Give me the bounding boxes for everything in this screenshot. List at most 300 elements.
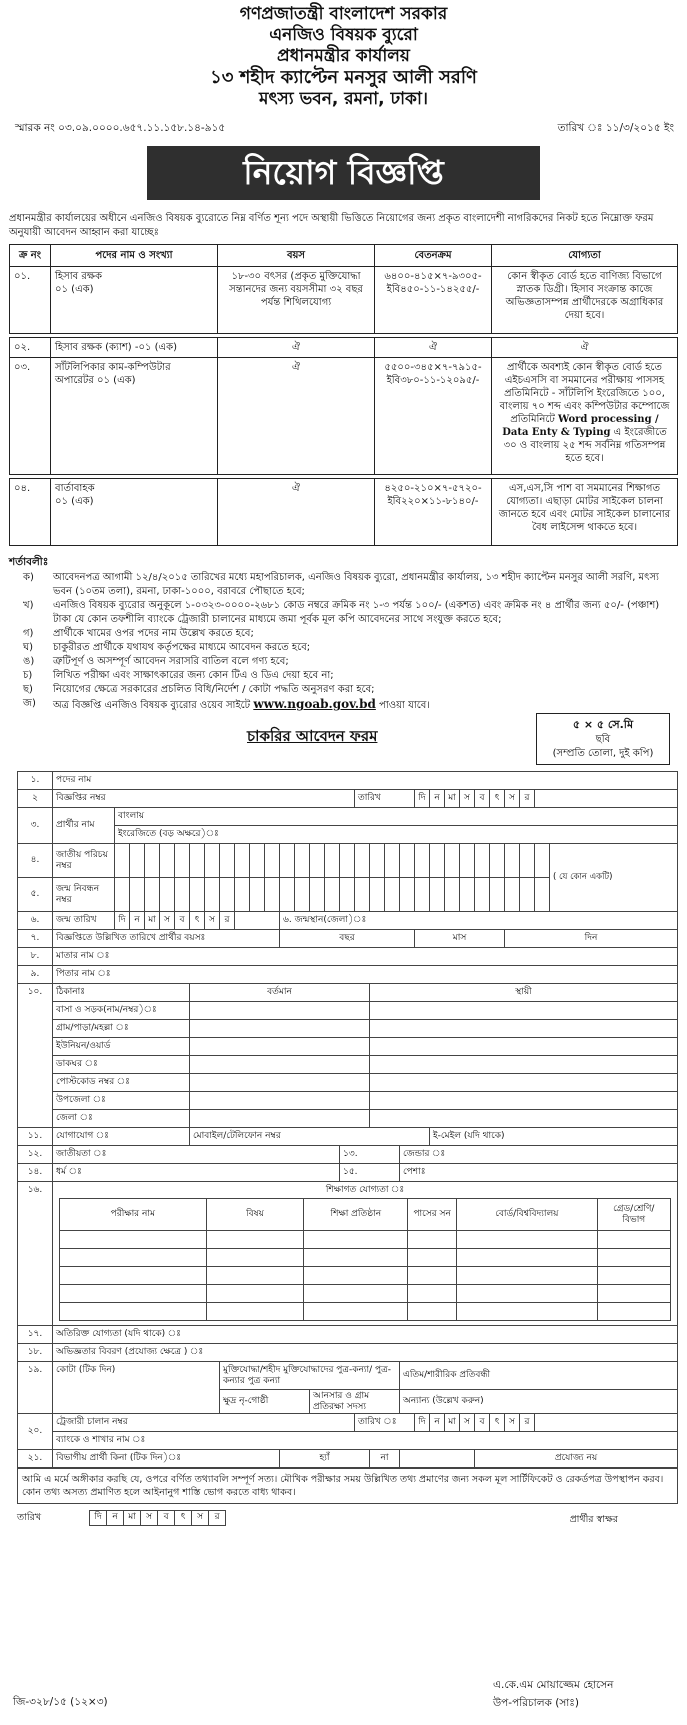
condition-text: আবেদনপত্র আগামী ১২/৪/২০১৫ তারিখের মধ্যে মহাপরিচালক, এনজিও বিষয়ক ব্যুরো, প্রধানমন্ত্রীর কার্যালয়, ১৩ শহীদ ক্যাপ্টেন মনসুর আলী সরণি, মৎস্য ভবন (১০তম তলা), রমনা, ঢাকা-১০০০, বরাবরে পৌছাতে হবে;: [53, 572, 659, 598]
qualification-english: Word processing / Data Enty & Typing: [502, 413, 659, 438]
row-number: ২০.: [18, 1414, 53, 1450]
address-field-label: ইউনিয়ন/ওয়ার্ড: [53, 1038, 190, 1056]
memo-line: [15, 122, 674, 136]
experience-field[interactable]: অভিজ্ঞতার বিবরণ (প্রযোজ্য ক্ষেত্রে ) ঃ: [53, 1344, 678, 1362]
condition-text-lead: অত্র বিজ্ঞপ্তি এনজিও বিষয়ক ব্যুরোর ওয়েব সাইটে: [53, 700, 251, 712]
form-row-contact: [18, 1128, 678, 1146]
row-number: ১৮.: [18, 1344, 53, 1362]
sign-date-box[interactable]: ৎ: [175, 1511, 192, 1526]
present-address-input[interactable]: [190, 1074, 370, 1092]
form-row-name-bn: [18, 808, 678, 826]
qualification: [492, 357, 678, 474]
form-row-extra: [18, 1326, 678, 1344]
notice-page: [9, 0, 678, 1709]
birth-reg-digit-box[interactable]: [415, 878, 430, 912]
edu-col-grade: গ্রেড/শ্রেণি/ বিভাগ: [597, 1199, 670, 1231]
condition-key: ঘ): [23, 642, 34, 654]
photo-size: ৫ × ৫ সে.মি: [572, 718, 634, 732]
dob-box[interactable]: ন: [130, 912, 145, 930]
birth-reg-digit-box[interactable]: [340, 878, 355, 912]
row-number: ৯.: [18, 966, 53, 984]
header-line-5: মৎস্য ভবন, রমনা, ঢাকা।: [259, 89, 428, 109]
challan-date-box[interactable]: দি: [415, 1414, 430, 1432]
form-row-name-en: [18, 826, 678, 844]
birth-reg-digit-box[interactable]: [460, 878, 475, 912]
row-number: ১৯.: [18, 1362, 53, 1414]
quota-orphan-disabled[interactable]: এতিম/শারীরিক প্রতিবন্ধী: [400, 1362, 678, 1390]
edu-col-board: বোর্ড/বিশ্ববিদ্যালয়: [457, 1199, 598, 1231]
quota-label: কোটা (টিক দিন): [53, 1362, 220, 1414]
sign-date-boxes: [89, 1510, 226, 1526]
col-age: বয়স: [218, 244, 375, 266]
serial: ০২.: [10, 337, 51, 357]
challan-date-box[interactable]: র: [520, 1414, 535, 1432]
sign-date-box[interactable]: ব: [158, 1511, 175, 1526]
qualification: ঐ: [492, 337, 678, 357]
form-row-challan: [18, 1414, 678, 1432]
row-number-15: ১৫.: [340, 1164, 400, 1182]
birth-reg-digit-box[interactable]: [250, 878, 265, 912]
row-number: ১৪.: [18, 1164, 53, 1182]
dob-box[interactable]: স: [160, 912, 175, 930]
serial: ০১.: [10, 266, 51, 333]
quota-ansar[interactable]: আনসার ও গ্রাম প্রতিরক্ষা সদস্য: [310, 1390, 400, 1414]
birth-reg-digit-box[interactable]: [205, 878, 220, 912]
education-row: [60, 1267, 671, 1285]
education-table: [59, 1198, 671, 1321]
vacancy-row: [10, 337, 678, 357]
address-field-label: পোস্টকোড নম্বর ঃ: [53, 1074, 190, 1092]
departmental-na[interactable]: প্রযোজ্য নয়: [475, 1450, 678, 1468]
qualification-text: প্রার্থীকে অবশ্যই কোন স্বীকৃত বোর্ড হতে এইচএসসি বা সমমানের পরীক্ষায় পাসসহ প্রতিমিনিটে - সাঁটলিপি ইংরেজিতে ১০০, বাংলায় ৭০ শব্দ এবং কম্পিউটার কম্পোজে প্রতিমিনিটে: [499, 361, 670, 425]
pay-scale: ঐ: [375, 337, 492, 357]
signatory-title: উপ-পরিচালক (সাঃ): [493, 1697, 579, 1709]
intro-text: প্রধানমন্ত্রীর কার্যালয়ের অধীনে এনজিও বিষয়ক ব্যুরোতে নিম্ন বর্ণিত শূন্য পদে অস্থায়ী ভিত্তিতে নিয়োগের জন্য প্রকৃত বাংলাদেশী নাগরিকদের নিকট হতে নিম্নোক্ত ফরম অনুযায়ী আবেদন আহ্বান করা যাচ্ছেঃ: [9, 212, 654, 238]
dob-box[interactable]: মা: [145, 912, 160, 930]
birth-reg-digit-box[interactable]: [265, 878, 280, 912]
present-address-input[interactable]: [190, 1056, 370, 1074]
quota-other[interactable]: অন্যান্য (উল্লেখ করুন): [400, 1390, 678, 1414]
footer-reference: জি-৩২৮/১৫ (১২×৩): [13, 1696, 108, 1708]
edu-col-institute: শিক্ষা প্রতিষ্ঠান: [304, 1199, 408, 1231]
photo-box: [536, 713, 670, 765]
date-box[interactable]: ৎ: [490, 790, 505, 808]
condition-key: গ): [23, 628, 34, 640]
photo-label: ছবি: [595, 734, 611, 746]
nid-digit-box[interactable]: [490, 844, 505, 878]
nid-digit-box[interactable]: [370, 844, 385, 878]
form-row-departmental: [18, 1450, 678, 1468]
post: হিসাব রক্ষক ০১ (এক): [51, 266, 218, 333]
post: বার্তাবাহক ০১ (এক): [51, 478, 218, 545]
row-number: ৫.: [18, 878, 53, 912]
address-row: [18, 1110, 678, 1128]
birth-reg-digit-box[interactable]: [310, 878, 325, 912]
challan-date-box[interactable]: স: [505, 1414, 520, 1432]
condition-text: এনজিও বিষয়ক ব্যুরোর অনুকূলে ১-০৩২৩-০০০০-২৬৮১ কোড নম্বরে ক্রমিক নং ১-৩ পর্যন্ত ১০০/- (একশত) এবং ক্রমিক নং ৪ প্রার্থীর জন্য ৫০/- (পঞ্চাশ) টাকা যে কোন তফশীলি ব্যাংকে ট্রেজারী চালানের মাধ্যমে জমা পূর্বক মূল কপি আবেদনের সাথে সংযুক্ত করতে হবে;: [53, 600, 660, 626]
permanent-address-input[interactable]: [370, 1110, 678, 1128]
condition-text-tail: পাওয়া যাবে।: [379, 700, 430, 712]
contact-label: যোগাযোগ ঃ: [53, 1128, 190, 1146]
birth-reg-digit-box[interactable]: [175, 878, 190, 912]
departmental-yes[interactable]: হ্যাঁ: [280, 1450, 370, 1468]
nid-digit-box[interactable]: [280, 844, 295, 878]
email-field[interactable]: ই-মেইল (যদি থাকে): [430, 1128, 678, 1146]
notice-number-field[interactable]: বিজ্ঞপ্তির নম্বর: [53, 790, 355, 808]
header-line-2: এনজিও বিষয়ক ব্যুরো: [269, 25, 418, 45]
education-row: [60, 1249, 671, 1267]
form-row-age: [18, 930, 678, 948]
col-serial: ক্র নং: [10, 244, 51, 266]
row-number: ৩.: [18, 808, 53, 844]
qualification: এস,এস,সি পাশ বা সমমানের শিক্ষাগত যোগ্যতা। এছাড়া মোটর সাইকেল চালনা জানতে হবে এবং মোটর সাইকেল চালানোর বৈধ লাইসেন্স থাকতে হবে।: [492, 478, 678, 545]
departmental-label: বিভাগীয় প্রার্থী কিনা (টিক দিন)ঃ: [53, 1450, 280, 1468]
form-row-dob: [18, 912, 678, 930]
form-row-father: [18, 966, 678, 984]
present-address-input[interactable]: [190, 1038, 370, 1056]
qualification-tail: এ ইংরেজীতে ৩০ ও বাংলায় ২৫ শব্দ সর্বনিম্ন গতিসম্পন্ন হতে হবে।: [503, 426, 667, 464]
education-row: [60, 1231, 671, 1249]
mother-name-field[interactable]: মাতার নাম ঃ: [53, 948, 678, 966]
phone-field[interactable]: মোবাইল/টেলিফোন নম্বর: [190, 1128, 430, 1146]
sign-date-box[interactable]: ন: [107, 1511, 124, 1526]
vacancy-row: [10, 357, 678, 474]
nationality-field[interactable]: জাতীয়তা ঃ: [53, 1146, 340, 1164]
photo-note: (সম্প্রতি তোলা, দুই কপি): [552, 748, 654, 760]
row-number: ১৭.: [18, 1326, 53, 1344]
name-bangla-field[interactable]: বাংলায়: [115, 808, 678, 826]
pay-scale: ৪২৫০-২১০×৭-৫৭২০-ইবি২২০×১১-৮১৪০/-: [375, 478, 492, 545]
signatory: [493, 1676, 613, 1712]
address-row: [18, 1092, 678, 1110]
date-box[interactable]: মা: [445, 790, 460, 808]
date-box[interactable]: ন: [430, 790, 445, 808]
edu-col-year: পাসের সন: [408, 1199, 457, 1231]
post: সাঁটলিপিকার কাম-কম্পিউটার অপারেটর ০১ (এক): [51, 357, 218, 474]
birth-reg-digit-box[interactable]: [520, 878, 535, 912]
birth-reg-digit-box[interactable]: [220, 878, 235, 912]
sign-date-box[interactable]: স: [192, 1511, 209, 1526]
nid-digit-box[interactable]: [235, 844, 250, 878]
sign-date: [17, 1510, 226, 1526]
nid-digit-box[interactable]: [175, 844, 190, 878]
nid-digit-box[interactable]: [385, 844, 400, 878]
header-line-4: ১৩ শহীদ ক্যাপ্টেন মনসুর আলী সরণি: [210, 67, 477, 88]
col-post: পদের নাম ও সংখ্যা: [51, 244, 218, 266]
date-box[interactable]: স: [460, 790, 475, 808]
condition-item: [23, 571, 678, 599]
education-header: [60, 1199, 671, 1231]
challan-date-box[interactable]: মা: [445, 1414, 460, 1432]
row-number: ১২.: [18, 1146, 53, 1164]
memo-date: তারিখ ঃ ১১/৩/২০১৫ ইং: [557, 122, 674, 134]
birth-reg-digit-box[interactable]: [535, 878, 550, 912]
condition-item: [23, 641, 678, 655]
nid-digit-box[interactable]: [205, 844, 220, 878]
applicant-signature[interactable]: প্রার্থীর স্বাক্ষর: [569, 1513, 618, 1525]
col-qualification: যোগ্যতা: [492, 244, 678, 266]
condition-key: ক): [23, 572, 34, 584]
condition-text: ত্রুটিপূর্ণ ও অসম্পূর্ণ আবেদন সরাসরি বাতিল বলে গণ্য হবে;: [53, 656, 289, 668]
bank-branch-field[interactable]: ব্যাংকে ও শাখার নাম ঃ: [53, 1432, 678, 1450]
challan-date-label: তারিখ ঃ: [355, 1414, 415, 1432]
birth-reg-label: জন্ম নিবন্ধন নম্বর: [53, 878, 115, 912]
birth-reg-digit-box[interactable]: [355, 878, 370, 912]
nid-digit-box[interactable]: [130, 844, 145, 878]
letterhead: [9, 4, 678, 110]
header-line-3: প্রধানমন্ত্রীর কার্যালয়: [277, 46, 410, 66]
sign-date-box[interactable]: স: [141, 1511, 158, 1526]
nid-digit-box[interactable]: [415, 844, 430, 878]
birthplace-field[interactable]: ৬. জন্মস্থান(জেলা)ঃ: [280, 912, 678, 930]
id-choice-note: ( যে কোন একটি): [550, 844, 678, 912]
age-months[interactable]: মাস: [415, 930, 505, 948]
condition-text: নিয়োগের ক্ষেত্রে সরকারের প্রচলিত বিধি/নির্দেশ / কোটা পদ্ধতি অনুসরণ করা হবে;: [53, 684, 375, 696]
address-field-label: গ্রাম/পাড়া/মহল্লা ঃ: [53, 1020, 190, 1038]
form-row-nid: [18, 844, 678, 878]
address-label: ঠিকানাঃ: [53, 984, 190, 1002]
address-row: [18, 1074, 678, 1092]
dob-box[interactable]: ৎ: [190, 912, 205, 930]
birth-reg-digit-box[interactable]: [130, 878, 145, 912]
permanent-address-input[interactable]: [370, 1002, 678, 1020]
birth-reg-digit-box[interactable]: [280, 878, 295, 912]
age-years[interactable]: বছর: [280, 930, 415, 948]
memo-number: স্মারক নং ০৩.০৯.০০০০.৬৫৭.১১.১৫৮.১৪-৯১৫: [15, 122, 226, 134]
condition-item: [23, 669, 678, 683]
row-number: ২১.: [18, 1450, 53, 1468]
date-label: তারিখ: [355, 790, 415, 808]
birth-reg-digit-box[interactable]: [160, 878, 175, 912]
nid-digit-box[interactable]: [355, 844, 370, 878]
birth-reg-digit-box[interactable]: [190, 878, 205, 912]
row-number: ৮.: [18, 948, 53, 966]
permanent-address-head: স্থায়ী: [370, 984, 678, 1002]
conditions-title: শর্তাবলীঃ: [9, 555, 49, 568]
present-address-input[interactable]: [190, 1002, 370, 1020]
applicant-name-label: প্রার্থীর নাম: [53, 808, 115, 844]
nid-digit-box[interactable]: [145, 844, 160, 878]
dob-box[interactable]: র: [220, 912, 235, 930]
condition-item: [23, 655, 678, 669]
age-days[interactable]: দিন: [505, 930, 678, 948]
conditions-list: [23, 571, 678, 713]
vacancy-table: [9, 244, 678, 546]
birth-reg-digit-box[interactable]: [475, 878, 490, 912]
form-row-nationality: [18, 1146, 678, 1164]
form-row-mother: [18, 948, 678, 966]
nid-digit-box[interactable]: [220, 844, 235, 878]
permanent-address-input[interactable]: [370, 1092, 678, 1110]
form-row-notice-no: [18, 790, 678, 808]
post: হিসাব রক্ষক (ক্যাশ) -০১ (এক): [51, 337, 218, 357]
address-row: [18, 1020, 678, 1038]
nid-digit-box[interactable]: [340, 844, 355, 878]
permanent-address-input[interactable]: [370, 1074, 678, 1092]
row-number: ৬.: [18, 912, 53, 930]
vacancy-row: [10, 266, 678, 333]
date-box[interactable]: ব: [475, 790, 490, 808]
condition-text: [53, 697, 430, 713]
form-row-quota-1: [18, 1362, 678, 1390]
nid-digit-box[interactable]: [325, 844, 340, 878]
form-row-address-head: [18, 984, 678, 1002]
form-row-post: [18, 772, 678, 790]
present-address-input[interactable]: [190, 1110, 370, 1128]
birth-reg-digit-box[interactable]: [505, 878, 520, 912]
permanent-address-input[interactable]: [370, 1038, 678, 1056]
father-name-field[interactable]: পিতার নাম ঃ: [53, 966, 678, 984]
extra-qualification-field[interactable]: অতিরিক্ত যোগ্যতা (যদি থাকে) ঃ: [53, 1326, 678, 1344]
education-row: [60, 1303, 671, 1321]
post-name-field[interactable]: পদের নাম: [53, 772, 678, 790]
age: ঐ: [218, 337, 375, 357]
condition-text: লিখিত পরীক্ষা এবং সাক্ষাৎকারের জন্য কোন টিএ ও ডিএ দেয়া হবে না;: [53, 670, 334, 682]
nid-digit-box[interactable]: [295, 844, 310, 878]
quota-ethnic[interactable]: ক্ষুদ্র নৃ-গোষ্ঠী: [220, 1390, 310, 1414]
serial: ০৪.: [10, 478, 51, 545]
condition-item: [23, 697, 678, 713]
row-number: ২: [18, 790, 53, 808]
occupation-field[interactable]: পেশাঃ: [400, 1164, 678, 1182]
row-number: ৭.: [18, 930, 53, 948]
condition-text: চাকুরীরত প্রার্থীকে যথাযথ কর্তৃপক্ষের মাধ্যমে আবেদন করতে হবে;: [53, 642, 311, 654]
notice-banner: নিয়োগ বিজ্ঞপ্তি: [147, 146, 540, 200]
row-number: ৪.: [18, 844, 53, 878]
sign-date-box[interactable]: র: [209, 1511, 226, 1526]
address-row: [18, 1038, 678, 1056]
signatory-name: এ.কে.এম মোয়াজ্জেম হোসেন: [493, 1679, 614, 1691]
declaration: আমি এ মর্মে অঙ্গীকার করছি যে, ওপরে বর্ণিত তথ্যাবলি সম্পূর্ণ সত্য। মৌখিক পরীক্ষার সময় উল্লিখিত তথ্য প্রমাণের জন্য সকল মূল সার্টিফিকেট ও রেকর্ডপত্র উপস্থাপন করব। কোন তথ্য অসত্য প্রমাণিত হলে আইনানুগ শাস্তি ভোগ করতে বাধ্য থাকব।: [17, 1468, 678, 1504]
condition-item: [23, 599, 678, 627]
form-row-education: [18, 1182, 678, 1326]
birth-reg-digit-box[interactable]: [370, 878, 385, 912]
age-label: বিজ্ঞপ্তিতে উল্লিখিত তারিখে প্রার্থীর বয়সঃ: [53, 930, 280, 948]
signature-row: [17, 1510, 678, 1526]
qualification: কোন স্বীকৃত বোর্ড হতে বাণিজ্য বিভাগে স্নাতক ডিগ্রী। হিসাব সংক্রান্ত কাজে অভিজ্ঞতাসম্পন্ন প্রার্থীদেরকে অগ্রাধিকার দেয়া হবে।: [492, 266, 678, 333]
condition-key: চ): [23, 670, 33, 682]
nid-digit-box[interactable]: [430, 844, 445, 878]
nid-digit-box[interactable]: [160, 844, 175, 878]
gender-field[interactable]: জেন্ডার ঃ: [400, 1146, 678, 1164]
form-row-religion: [18, 1164, 678, 1182]
education-section: [53, 1182, 678, 1326]
nid-digit-box[interactable]: [250, 844, 265, 878]
nid-digit-box[interactable]: [310, 844, 325, 878]
education-row: [60, 1285, 671, 1303]
birth-reg-digit-box[interactable]: [385, 878, 400, 912]
nid-label: জাতীয় পরিচয় নম্বর: [53, 844, 115, 878]
dob-label: জন্ম তারিখ: [53, 912, 115, 930]
sign-date-box[interactable]: মা: [124, 1511, 141, 1526]
address-row: [18, 1056, 678, 1074]
address-field-label: উপজেলা ঃ: [53, 1092, 190, 1110]
present-address-input[interactable]: [190, 1020, 370, 1038]
challan-date-box[interactable]: স: [460, 1414, 475, 1432]
nid-digit-box[interactable]: [505, 844, 520, 878]
website-link[interactable]: www.ngoab.gov.bd: [253, 697, 376, 712]
condition-item: [23, 683, 678, 697]
dob-box[interactable]: দি: [115, 912, 130, 930]
quota-freedom-fighter[interactable]: মুক্তিযোদ্ধা/শহীদ মুক্তিযোদ্ধাদের পুত্র-কন্যা/ পুত্র-কন্যার পুত্র কন্যা: [220, 1362, 400, 1390]
birth-reg-digit-box[interactable]: [235, 878, 250, 912]
birth-reg-digit-box[interactable]: [325, 878, 340, 912]
condition-key: ছ): [23, 684, 33, 696]
age: ১৮-৩০ বৎসর (প্রকৃত মুক্তিযোদ্ধা সন্তানদের জন্য বয়সসীমা ৩২ বছর পর্যন্ত শিথিলযোগ্য: [218, 266, 375, 333]
condition-key: খ): [23, 600, 34, 612]
dob-box[interactable]: স: [205, 912, 220, 930]
row-number: ১১.: [18, 1128, 53, 1146]
religion-field[interactable]: ধর্ম ঃ: [53, 1164, 340, 1182]
nid-digit-box[interactable]: [535, 844, 550, 878]
pay-scale: ৫৫০০-৩৪৫×৭-৭৯১৫-ইবি৩৮০-১১-১২০৯৫/-: [375, 357, 492, 474]
nid-digit-box[interactable]: [265, 844, 280, 878]
nid-digit-box[interactable]: [445, 844, 460, 878]
present-address-input[interactable]: [190, 1092, 370, 1110]
pay-scale: ৬৪০০-৪১৫×৭-৯৩০৫-ইবি৪৫০-১১-১৪২৫৫/-: [375, 266, 492, 333]
address-field-label: বাসা ও সড়ক(নাম/নম্বর)ঃ: [53, 1002, 190, 1020]
date-box[interactable]: র: [520, 790, 535, 808]
sign-date-box[interactable]: দি: [90, 1511, 107, 1526]
address-field-label: ডাকঘর ঃ: [53, 1056, 190, 1074]
challan-date-box[interactable]: ব: [475, 1414, 490, 1432]
vacancy-row: [10, 478, 678, 545]
education-title: শিক্ষাগত যোগ্যতা ঃ: [325, 1185, 405, 1196]
edu-col-subject: বিষয়: [206, 1199, 304, 1231]
birth-reg-digit-box[interactable]: [490, 878, 505, 912]
row-number: ১৬.: [18, 1182, 53, 1326]
nid-digit-box[interactable]: [115, 844, 130, 878]
address-row: [18, 1002, 678, 1020]
form-title-row: [9, 713, 678, 771]
form-title: চাকরির আবেদন ফরম: [247, 727, 378, 746]
row-number-13: ১৩.: [340, 1146, 400, 1164]
condition-item: [23, 627, 678, 641]
nid-digit-box[interactable]: [475, 844, 490, 878]
birth-reg-digit-box[interactable]: [430, 878, 445, 912]
permanent-address-input[interactable]: [370, 1056, 678, 1074]
name-english-field[interactable]: ইংরেজিতে (বড় অক্ষরে)ঃ: [115, 826, 678, 844]
birth-reg-digit-box[interactable]: [145, 878, 160, 912]
header-line-1: গণপ্রজাতন্ত্রী বাংলাদেশ সরকার: [239, 4, 448, 24]
col-pay: বেতনক্রম: [375, 244, 492, 266]
nid-digit-box[interactable]: [520, 844, 535, 878]
birth-reg-digit-box[interactable]: [115, 878, 130, 912]
birth-reg-digit-box[interactable]: [400, 878, 415, 912]
condition-text: প্রার্থীকে খামের ওপর পদের নাম উল্লেখ করতে হবে;: [53, 628, 254, 640]
vacancy-header-row: [10, 244, 678, 266]
birth-reg-digit-box[interactable]: [295, 878, 310, 912]
nid-digit-box[interactable]: [190, 844, 205, 878]
nid-digit-box[interactable]: [460, 844, 475, 878]
challan-number-field[interactable]: ট্রেজারী চালান নম্বর: [53, 1414, 355, 1432]
birth-reg-digit-box[interactable]: [445, 878, 460, 912]
application-form: [17, 771, 678, 1468]
date-box[interactable]: স: [505, 790, 520, 808]
age: ঐ: [218, 357, 375, 474]
challan-date-box[interactable]: ৎ: [490, 1414, 505, 1432]
permanent-address-input[interactable]: [370, 1020, 678, 1038]
nid-digit-box[interactable]: [400, 844, 415, 878]
dob-box[interactable]: ব: [175, 912, 190, 930]
edu-col-exam: পরীক্ষার নাম: [60, 1199, 207, 1231]
serial: ০৩.: [10, 357, 51, 474]
date-box[interactable]: দি: [415, 790, 430, 808]
challan-date-box[interactable]: ন: [430, 1414, 445, 1432]
address-field-label: জেলা ঃ: [53, 1110, 190, 1128]
departmental-no[interactable]: না: [370, 1450, 400, 1468]
condition-key: জ): [23, 698, 36, 710]
